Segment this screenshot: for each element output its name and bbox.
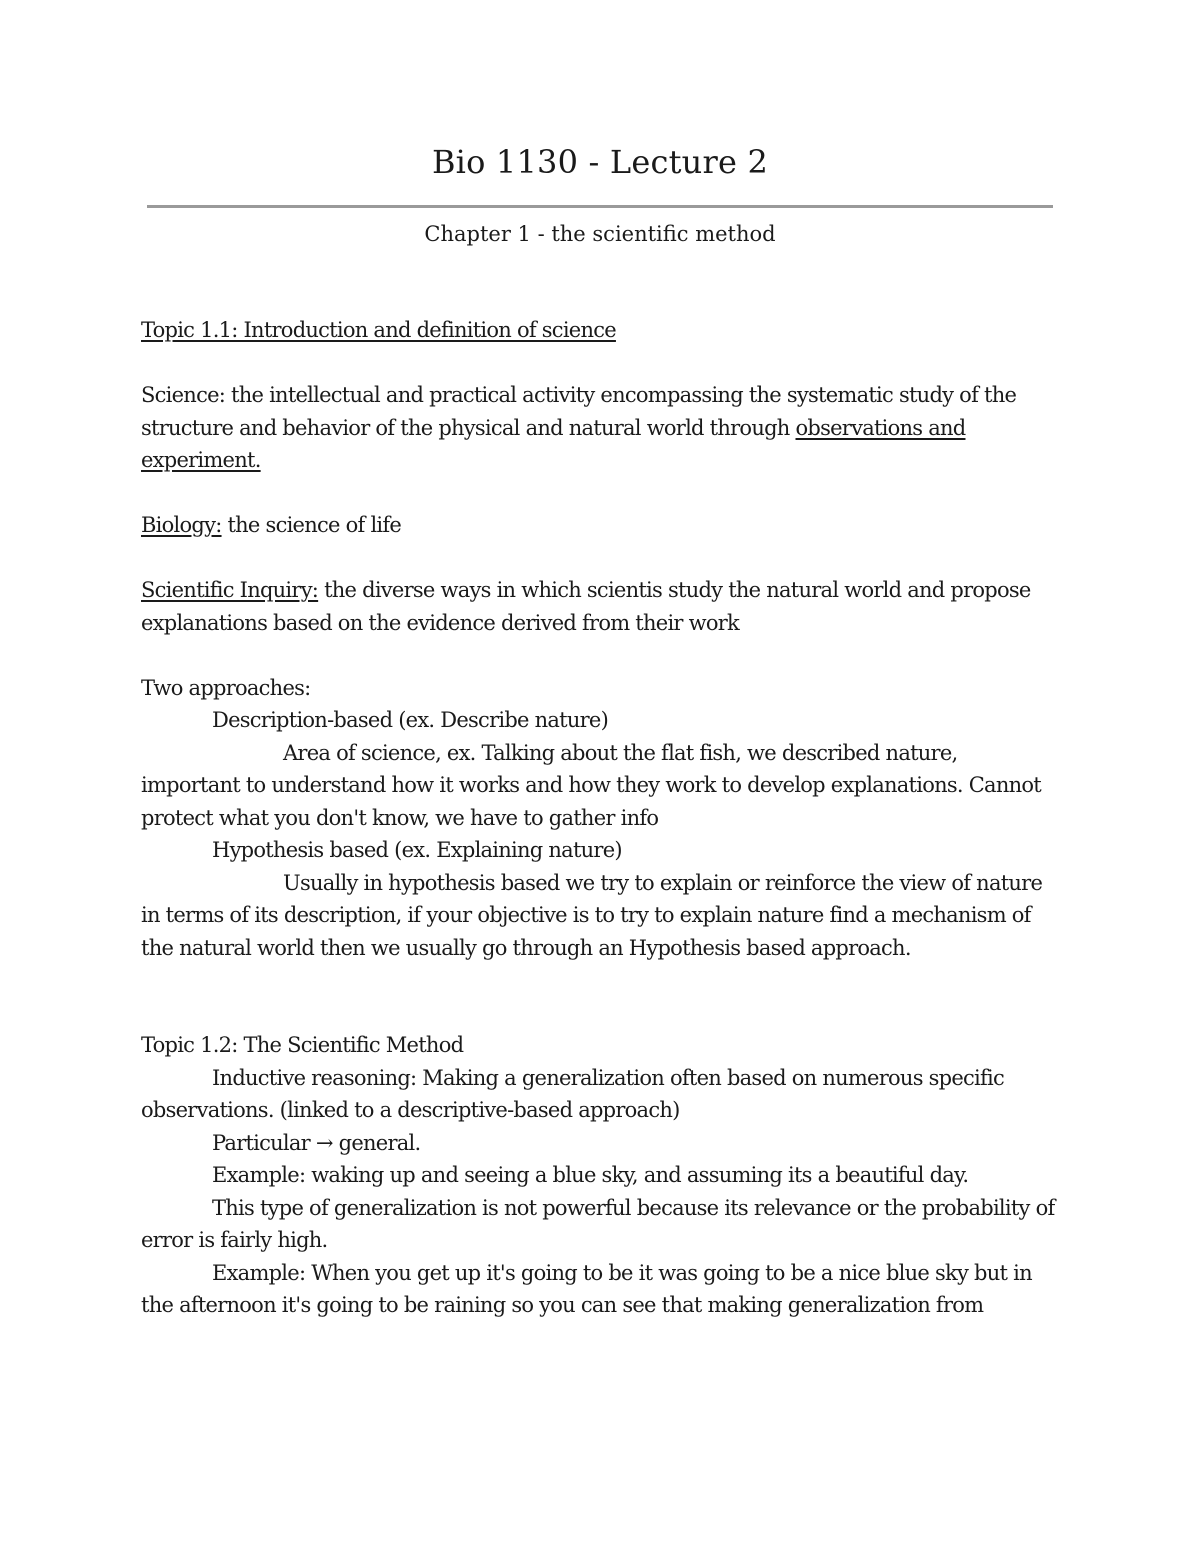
inductive-reasoning: Inductive reasoning: Making a generalization often based on numerous specific observations. (linked to a descriptive-based approach) (141, 1065, 1005, 1122)
biology-definition-text: the science of life (221, 513, 402, 537)
spacer (141, 347, 1061, 380)
spacer (141, 542, 1061, 575)
document-body (141, 314, 1061, 1322)
science-definition (141, 379, 1061, 477)
generalization-weakness: This type of generalization is not powerful because its relevance or the probability of error is fairly high. (141, 1195, 1055, 1252)
biology-definition (141, 509, 1061, 542)
example-2: Example: When you get up it's going to be it was going to be a nice blue sky but in the afternoon it's going to be raining so you can see that making generalization from (141, 1260, 1032, 1317)
approach-1-body: Area of science, ex. Talking about the flat fish, we described nature, important to understand how it works and how they work to develop explanations. Cannot protect what you don't know, we have to gather info (141, 740, 1041, 830)
topic-1-heading (141, 314, 1061, 347)
approach-1-title: Description-based (ex. Describe nature) (212, 708, 609, 732)
spacer (141, 964, 1061, 1029)
approach-2-body: Usually in hypothesis based we try to explain or reinforce the view of nature in terms of its description, if your objective is to try to explain nature find a mechanism of the natural world then we usually go through an Hypothesis based approach. (141, 870, 1043, 960)
example-1: Example: waking up and seeing a blue sky, and assuming its a beautiful day. (212, 1163, 969, 1187)
science-definition-underlined: observations and experiment. (141, 415, 966, 472)
particular-to-general: Particular → general. (212, 1130, 421, 1155)
science-definition-text: Science: the intellectual and practical activity encompassing the systematic study of the structure and behavior of the physical and natural world through (141, 383, 1017, 440)
document-title: Bio 1130 - Lecture 2 (431, 143, 769, 181)
chapter-subtitle: Chapter 1 - the scientific method (424, 222, 776, 246)
inquiry-definition-text: the diverse ways in which scientis study the natural world and propose explanations based on the evidence derived from their work (141, 578, 1031, 635)
inquiry-term: Scientific Inquiry: (141, 578, 319, 602)
title-divider (147, 205, 1053, 208)
topic-2-heading: Topic 1.2: The Scientific Method (141, 1033, 464, 1057)
spacer (141, 639, 1061, 672)
biology-term: Biology: (141, 513, 222, 537)
approaches-label: Two approaches: (141, 675, 311, 700)
spacer (141, 477, 1061, 510)
inquiry-definition (141, 574, 1061, 639)
topic-1-heading-text: Topic 1.1: Introduction and definition of science (141, 318, 616, 342)
approach-2-title: Hypothesis based (ex. Explaining nature) (212, 838, 622, 862)
